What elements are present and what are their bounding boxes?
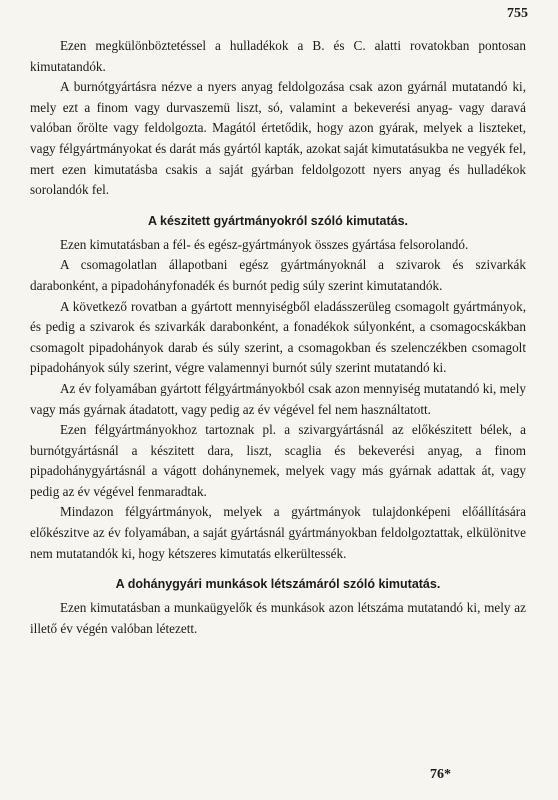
paragraph: Ezen kimutatásban a fél- és egész-gyártmányok összes gyártása felsorolandó.	[60, 236, 469, 252]
paragraph: Ezen megkülönböztetéssel a hulladékok a B. és C. alatti rovatokban pontosan kimutatandók.	[30, 38, 526, 74]
paragraph: Ezen kimutatásban a munkaügyelők és munkások azon létszáma mutatandó ki, mely az illető év végén valóban létezett.	[30, 600, 526, 636]
signature-mark: 76*	[430, 767, 451, 782]
paragraph: Ezen félgyártmányokhoz tartoznak pl. a szivargyártásnál az előkészitett bélek, a burnótgyártásnál a készitett dara, liszt, scaglia és bekeverési anyag, a finom pipadohánygyártásnál a vágott dohánynemek, melyek vagy más gyárnak adattak át, vagy pedig az év végével fenmaradtak.	[30, 422, 526, 499]
page-number: 755	[507, 6, 528, 21]
section-heading: A dohánygyári munkások létszámáról szóló kimutatás.	[115, 577, 441, 592]
paragraph: A burnótgyártásra nézve a nyers anyag feldolgozása csak azon gyárnál mutatandó ki, mely ezt a finom vagy durvaszemü liszt, só, valamint a bekeverési anyag- vagy daravá valóban őrölte vagy feldolgozta. Magától értetődik, hogy azon gyárak, melyek a liszteket, vagy félgyártmányokat és darát más gyártól kapták, azokat saját kimutatásukba ne vegyék fel, mert ezen kimutatásba csakis a saját gyárban feldolgozott nyers anyag és hulladékok sorolandók fel.	[30, 79, 526, 198]
page-body	[30, 36, 526, 639]
paragraph: Az év folyamában gyártott félgyártmányokból csak azon mennyiség mutatandó ki, mely vagy más gyárnak átadatott, vagy pedig az év végével fel nem használtatott.	[30, 380, 526, 417]
products-section	[30, 212, 526, 565]
paragraph: Mindazon félgyártmányok, melyek a gyártmányok tulajdonképeni előállítására előkészitve az év folyamában, a saját gyártásnál gyártmányokban feldolgoztattak, elkülönitve nem mutatandók ki, hogy kétszeres kimutatás elkerültessék.	[30, 504, 526, 561]
intro-section	[30, 36, 526, 201]
paragraph: A csomagolatlan állapotbani egész gyártmányoknál a szivarok és szivarkák darabonként, a pipadohányfonadék és burnót pedig súly szerint kimutatandók.	[30, 257, 526, 293]
workers-section	[30, 575, 526, 639]
paragraph: A következő rovatban a gyártott mennyiségből eladásszerüleg csomagolt gyártmányok, és pedig a szivarok és szivarkák darabonként, a fonadékok súlyonként, a csomagocskákban csomagolt pipadohányok darab és súly szerint, a csomagokban és szelenczékben csomagolt pipadohányok súly szerint, végre valamennyi burnót súly szerint mutatandó ki.	[30, 298, 526, 376]
section-heading: A készitett gyártmányokról szóló kimutatás.	[147, 213, 409, 228]
